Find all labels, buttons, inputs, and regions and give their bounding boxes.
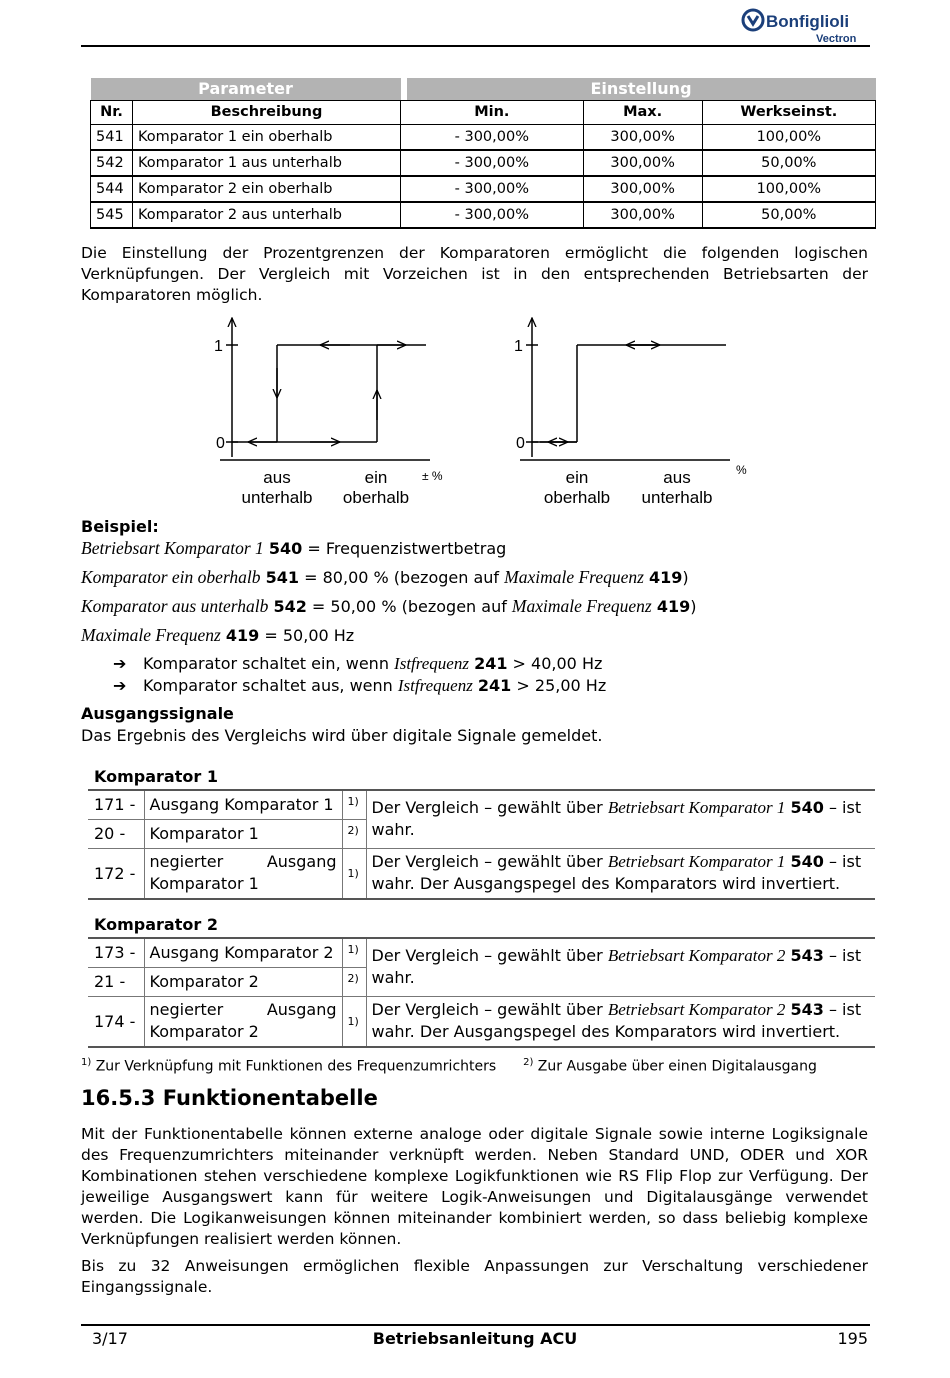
comparator1-title: Komparator 1 [94, 767, 218, 786]
right-diagram [520, 318, 730, 460]
cell-nr: 545 [91, 202, 133, 228]
footnotes: $^{1)}$ Zur Verknüpfung mit Funktionen des Frequenzumrichters $^{2)}$ Zur Ausgabe über einen Digitalausgang [81, 1057, 817, 1075]
cell-beschreibung: Komparator 1 ein oberhalb [133, 124, 401, 150]
cell-beschreibung: Komparator 1 aus unterhalb [133, 150, 401, 176]
table-row [88, 996, 875, 1047]
left-y-top-label: 1 [214, 338, 223, 355]
cell-min: - 300,00% [401, 124, 584, 150]
comparator1-table [88, 789, 875, 900]
right-label-oberhalb: oberhalb [543, 488, 611, 507]
right-y-bottom-label: 0 [516, 435, 525, 452]
section-paragraph-1: Mit der Funktionentabelle können externe analoge oder digitale Signale sowie interne Logiksignale des Frequenzumrichters miteinander verknüpft werden. Neben Standard UND, ODER und XOR Kombinationen stehen verschiedene komplexe Logikfunktionen wie RS Flip Flop zur Verfügung. Der jeweilige Ausgangswert kann für weitere Logik-Anweisungen und Digitalausgänge verwendet werden. Die Logikanweisungen können miteinander kombiniert werden, so dass beliebig komplexe Verknüpfungen realisiert werden können. [81, 1125, 868, 1248]
left-diagram [220, 318, 430, 460]
brand-subname: Vectron [816, 33, 857, 45]
col-header-min: Min. [401, 100, 584, 124]
parameter-table [90, 78, 876, 229]
signal-description: Der Vergleich – gewählt über Betriebsart Komparator 2 543 – ist wahr. Der Ausgangspegel des Komparators wird invertiert. [366, 996, 875, 1047]
table-row [91, 124, 876, 150]
left-unit-label: ± % [422, 469, 443, 483]
signal-description: Der Vergleich – gewählt über Betriebsart Komparator 2 543 – ist wahr. [366, 938, 875, 996]
example-title: Beispiel: [81, 517, 159, 536]
table-row [91, 150, 876, 176]
col-header-nr: Nr. [91, 100, 133, 124]
cell-min: - 300,00% [401, 176, 584, 202]
signal-number: 173 - [88, 938, 144, 967]
cell-min: - 300,00% [401, 150, 584, 176]
comparator2-table [88, 937, 875, 1048]
table-row [91, 176, 876, 202]
example-line-on-above: Komparator ein oberhalb 541 = 80,00 % (bezogen auf Maximale Frequenz 419) [81, 567, 689, 587]
footer-title: Betriebsanleitung ACU [372, 1329, 578, 1348]
table-row [91, 202, 876, 228]
signal-description: Der Vergleich – gewählt über Betriebsart Komparator 1 540 – ist wahr. [366, 790, 875, 848]
intro-paragraph: Die Einstellung der Prozentgrenzen der Komparatoren ermöglicht die folgenden logischen Verknüpfungen. Der Vergleich mit Vorzeichen ist in den entsprechenden Betriebsarten der Komparatoren möglich. [81, 244, 868, 304]
cell-max: 300,00% [583, 202, 702, 228]
right-unit-label: % [736, 463, 747, 477]
left-label-unterhalb: unterhalb [241, 488, 313, 507]
signal-number: 21 - [88, 967, 144, 996]
cell-max: 300,00% [583, 176, 702, 202]
cell-nr: 544 [91, 176, 133, 202]
right-label-ein: ein [565, 468, 589, 487]
example-result-off: ➔ Komparator schaltet aus, wenn Istfrequenz 241 > 25,00 Hz [113, 676, 607, 695]
left-label-oberhalb: oberhalb [342, 488, 410, 507]
arrow-right-icon: ➔ [113, 654, 127, 673]
right-label-aus: aus [663, 468, 691, 487]
signal-footnote: 1) [342, 790, 366, 819]
cell-nr: 542 [91, 150, 133, 176]
cell-werkseinst: 100,00% [702, 176, 875, 202]
footer-version: 3/17 [92, 1329, 128, 1348]
table-row [88, 790, 875, 819]
signal-label: Ausgang Komparator 1 [144, 790, 342, 819]
brand-name: Bonfiglioli [766, 12, 850, 31]
left-y-bottom-label: 0 [216, 435, 225, 452]
comparator2-title: Komparator 2 [94, 915, 218, 934]
signal-description: Der Vergleich – gewählt über Betriebsart Komparator 1 540 – ist wahr. Der Ausgangspegel des Komparators wird invertiert. [366, 848, 875, 899]
example-line-max-freq: Maximale Frequenz 419 = 50,00 Hz [81, 625, 355, 645]
right-y-top-label: 1 [514, 338, 523, 355]
signal-footnote: 1) [342, 848, 366, 899]
cell-nr: 541 [91, 124, 133, 150]
signal-label: Ausgang Komparator 2 [144, 938, 342, 967]
cell-werkseinst: 100,00% [702, 124, 875, 150]
signal-number: 171 - [88, 790, 144, 819]
col-header-max: Max. [583, 100, 702, 124]
page-number: 195 [837, 1329, 868, 1348]
example-result-on: ➔ Komparator schaltet ein, wenn Istfrequenz 241 > 40,00 Hz [113, 654, 603, 673]
left-label-ein: ein [364, 468, 388, 487]
signal-footnote: 1) [342, 996, 366, 1047]
signal-number: 20 - [88, 819, 144, 848]
bonfiglioli-logo [740, 6, 870, 46]
cell-max: 300,00% [583, 124, 702, 150]
comparator-hysteresis-diagram [190, 310, 770, 515]
signal-label: negierter Ausgang Komparator 2 [144, 996, 342, 1047]
col-header-werkseinst: Werkseinst. [702, 100, 875, 124]
signal-number: 172 - [88, 848, 144, 899]
output-signals-title: Ausgangssignale [81, 704, 234, 723]
signal-label: negierter Ausgang Komparator 1 [144, 848, 342, 899]
header-rule [81, 45, 870, 47]
right-label-unterhalb: unterhalb [641, 488, 713, 507]
table-row [88, 938, 875, 967]
group-header-einstellung: Einstellung [407, 78, 876, 100]
signal-number: 174 - [88, 996, 144, 1047]
signal-footnote: 2) [342, 967, 366, 996]
cell-werkseinst: 50,00% [702, 202, 875, 228]
cell-beschreibung: Komparator 2 ein oberhalb [133, 176, 401, 202]
group-header-parameter: Parameter [91, 78, 401, 100]
example-line-off-below: Komparator aus unterhalb 542 = 50,00 % (bezogen auf Maximale Frequenz 419) [81, 596, 697, 616]
cell-beschreibung: Komparator 2 aus unterhalb [133, 202, 401, 228]
example-line-mode: Betriebsart Komparator 1 540 = Frequenzistwertbetrag [81, 538, 507, 558]
col-header-beschreibung: Beschreibung [133, 100, 401, 124]
signal-label: Komparator 2 [144, 967, 342, 996]
output-signals-text: Das Ergebnis des Vergleichs wird über digitale Signale gemeldet. [81, 726, 603, 745]
cell-werkseinst: 50,00% [702, 150, 875, 176]
signal-footnote: 2) [342, 819, 366, 848]
footer-rule [81, 1324, 870, 1326]
section-title: 16.5.3 Funktionentabelle [81, 1086, 378, 1110]
cell-min: - 300,00% [401, 202, 584, 228]
section-paragraph-2: Bis zu 32 Anweisungen ermöglichen flexible Anpassungen zur Verschaltung verschiedener Eingangssignale. [81, 1257, 868, 1296]
cell-max: 300,00% [583, 150, 702, 176]
arrow-right-icon: ➔ [113, 676, 127, 695]
table-row [88, 848, 875, 899]
signal-footnote: 1) [342, 938, 366, 967]
left-label-aus: aus [263, 468, 291, 487]
signal-label: Komparator 1 [144, 819, 342, 848]
